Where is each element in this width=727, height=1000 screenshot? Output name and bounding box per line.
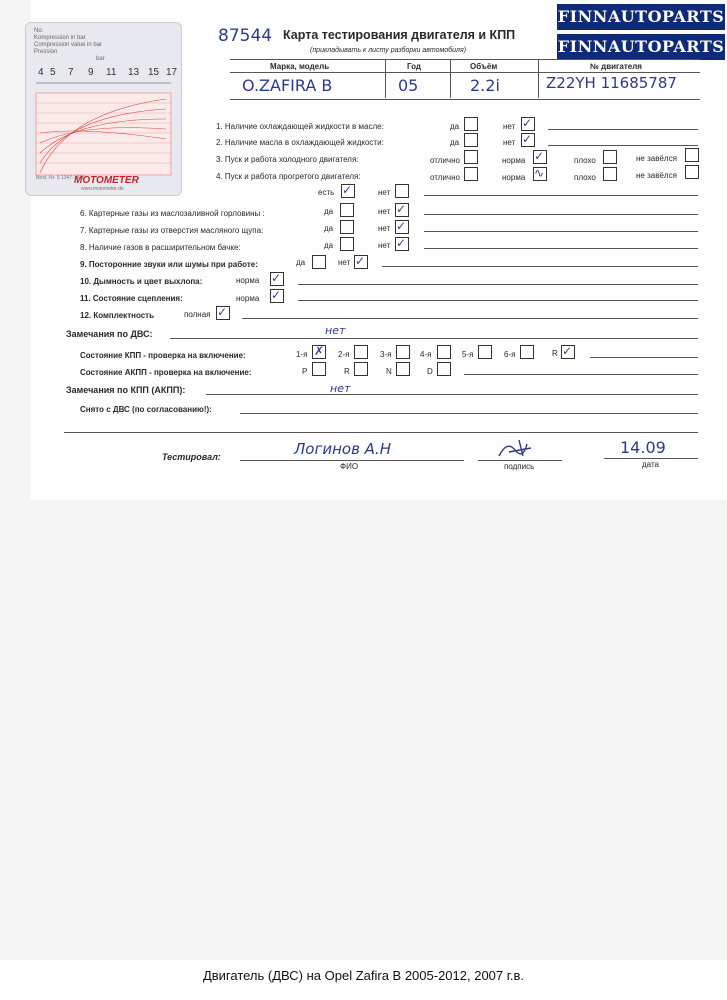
q7-label: 7. Картерные газы из отверстия масляного щупа: — [80, 226, 264, 235]
auto-gearbox-note-line — [464, 374, 698, 375]
auto-gear-n-checkbox[interactable] — [396, 362, 410, 376]
check-mark-icon: ✓ — [522, 116, 533, 130]
q4-opt3: плохо — [574, 173, 596, 182]
check-mark-icon: ✓ — [396, 219, 407, 233]
gauge-line: Compression value in bar — [34, 42, 103, 48]
gear-5-checkbox[interactable] — [478, 345, 492, 359]
gear-4-checkbox[interactable] — [437, 345, 451, 359]
check-mark-icon: ✓ — [396, 202, 407, 216]
q10-normal: норма — [236, 276, 260, 285]
q6-yes: да — [324, 207, 334, 216]
gearbox-note-line — [590, 357, 698, 358]
value-year: 05 — [398, 76, 419, 95]
q8-note-line — [424, 248, 698, 249]
q12-note-line — [242, 318, 698, 319]
scale-tick: 13 — [128, 67, 140, 78]
scale-tick: 5 — [50, 67, 56, 78]
q8-no: нет — [378, 241, 391, 250]
gear-3: 3-я — [380, 350, 392, 359]
compression-no-checkbox[interactable] — [395, 184, 409, 198]
q10-label: 10. Дымность и цвет выхлопа: — [80, 277, 203, 286]
q4-opt4: не завёлся — [636, 171, 677, 180]
q6-note-line — [424, 214, 698, 215]
label-volume: Объём — [470, 62, 498, 71]
auto-gear-r-checkbox[interactable] — [354, 362, 368, 376]
q7-yes-checkbox[interactable] — [340, 220, 354, 234]
q6-no: нет — [378, 207, 391, 216]
scale-tick: 11 — [106, 67, 117, 78]
check-mark-icon: ∿ — [534, 166, 545, 180]
scale-tick: 4 — [38, 67, 44, 78]
test-date: 14.09 — [620, 438, 666, 457]
q2-yes-checkbox[interactable] — [464, 133, 478, 147]
gearbox-label: Состояние КПП - проверка на включение: — [80, 351, 246, 360]
date-line — [604, 458, 698, 459]
q11-normal: норма — [236, 294, 260, 303]
q3-opt3: плохо — [574, 156, 596, 165]
check-mark-icon: ✓ — [355, 254, 366, 268]
removed-line — [240, 413, 698, 414]
auto-gear-d-checkbox[interactable] — [437, 362, 451, 376]
value-engine-no: Z22YH 11685787 — [546, 74, 677, 92]
scale-tick: 7 — [68, 67, 74, 78]
compression-no: нет — [378, 188, 391, 197]
fio-line — [240, 460, 464, 461]
gear-6: 6-я — [504, 350, 516, 359]
gear-3-checkbox[interactable] — [396, 345, 410, 359]
q3-opt1-checkbox[interactable] — [464, 150, 478, 164]
header-divider — [538, 60, 539, 98]
check-mark-icon: ✓ — [271, 288, 282, 302]
q3-opt1: отлично — [430, 156, 460, 165]
scale-tick: 15 — [148, 67, 160, 78]
auto-gear-p: P — [302, 367, 308, 376]
gauge-line: Kompression in bar — [34, 35, 86, 41]
sign-caption: подпись — [504, 462, 535, 471]
scale-tick: 9 — [88, 67, 94, 78]
gear-r: R — [552, 349, 558, 358]
header-divider — [385, 60, 386, 98]
gauge-line: bar — [96, 56, 105, 62]
gear-1: 1-я — [296, 350, 308, 359]
q1-no: нет — [503, 122, 516, 131]
q12-full: полная — [184, 310, 211, 319]
q3-opt4-checkbox[interactable] — [685, 148, 699, 162]
q9-note-line — [382, 266, 698, 267]
q1-label: 1. Наличие охлаждающей жидкости в масле: — [216, 122, 384, 131]
form-subtitle: (прикладывать к листу разборки автомобиля) — [310, 47, 467, 54]
check-mark-icon: ✓ — [396, 236, 407, 250]
remarks-engine-label: Замечания по ДВС: — [66, 329, 153, 339]
q2-yes: да — [450, 138, 460, 147]
q1-yes-checkbox[interactable] — [464, 117, 478, 131]
signature-icon — [495, 436, 539, 460]
cross-mark-icon: ✗ — [314, 344, 325, 358]
check-mark-icon: ✓ — [534, 149, 545, 163]
gauge-line: No. — [34, 28, 44, 34]
gauge-line: Pression — [34, 49, 58, 55]
gear-2-checkbox[interactable] — [354, 345, 368, 359]
label-year: Год — [407, 62, 421, 71]
remarks-engine-value: нет — [325, 324, 346, 337]
scale-tick: 17 — [166, 67, 178, 78]
form-code: 87544 — [218, 26, 273, 46]
q3-opt2: норма — [502, 156, 526, 165]
compression-gauge-card — [25, 22, 182, 196]
check-mark-icon: ✓ — [522, 132, 533, 146]
q3-opt4: не завёлся — [636, 154, 677, 163]
q9-label: 9. Посторонние звуки или шумы при работе: — [80, 260, 258, 269]
removed-label: Снято с ДВС (по согласованию!): — [80, 405, 212, 414]
date-caption: дата — [642, 460, 659, 469]
q2-label: 2. Наличие масла в охлаждающей жидкости: — [216, 138, 384, 147]
remarks-gearbox-label: Замечания по КПП (АКПП): — [66, 385, 186, 395]
page-caption: Двигатель (ДВС) на Opel Zafira B 2005-2012, 2007 г.в. — [202, 968, 525, 983]
q4-label: 4. Пуск и работа прогретого двигателя: — [216, 172, 361, 181]
q6-yes-checkbox[interactable] — [340, 203, 354, 217]
value-volume: 2.2i — [470, 76, 500, 95]
q1-note-line — [548, 129, 698, 130]
auto-gear-p-checkbox[interactable] — [312, 362, 326, 376]
header-top-line — [230, 59, 700, 60]
gear-5: 5-я — [462, 350, 474, 359]
q7-note-line — [424, 231, 698, 232]
q12-label: 12. Комплектность — [80, 311, 155, 320]
watermark-banner: FINNAUTOPARTS — [557, 4, 725, 30]
q9-no: нет — [338, 258, 351, 267]
tested-by-label: Тестировал: — [162, 452, 221, 462]
q9-yes-checkbox[interactable] — [312, 255, 326, 269]
remarks-gearbox-value: нет — [330, 382, 351, 395]
q11-note-line — [298, 300, 698, 301]
q4-opt4-checkbox[interactable] — [685, 165, 699, 179]
q11-label: 11. Состояние сцепления: — [80, 294, 183, 303]
tester-name: Логинов А.Н — [294, 440, 391, 458]
extra-line — [64, 432, 698, 433]
q7-yes: да — [324, 224, 334, 233]
q8-yes-checkbox[interactable] — [340, 237, 354, 251]
label-engine-no: № двигателя — [590, 62, 642, 71]
check-mark-icon: ✓ — [217, 305, 228, 319]
motometer-logo: MOTOMETER — [74, 175, 139, 186]
value-model: O.ZAFIRA B — [242, 76, 333, 95]
auto-gearbox-label: Состояние АКПП - проверка на включение: — [80, 368, 252, 377]
label-model: Марка, модель — [270, 62, 330, 71]
q4-opt2: норма — [502, 173, 526, 182]
remarks-engine-line — [170, 338, 698, 339]
q6-label: 6. Картерные газы из маслозаливной горловины : — [80, 209, 265, 218]
q3-opt3-checkbox[interactable] — [603, 150, 617, 164]
q8-yes: да — [324, 241, 334, 250]
q4-opt1-checkbox[interactable] — [464, 167, 478, 181]
gear-6-checkbox[interactable] — [520, 345, 534, 359]
fio-caption: ФИО — [340, 462, 359, 471]
gauge-site: www.motometer.de — [81, 186, 124, 192]
q4-opt1: отлично — [430, 173, 460, 182]
gear-2: 2-я — [338, 350, 350, 359]
q3-label: 3. Пуск и работа холодного двигателя: — [216, 155, 359, 164]
q4-opt3-checkbox[interactable] — [603, 167, 617, 181]
form-title: Карта тестирования двигателя и КПП — [283, 28, 516, 42]
q8-label: 8. Наличие газов в расширительном бачке: — [80, 243, 241, 252]
check-mark-icon: ✓ — [342, 183, 353, 197]
gauge-part-number: Best.-Nr. 5 1347-1608 — [36, 175, 85, 181]
compression-yes: есть — [318, 188, 335, 197]
q10-note-line — [298, 284, 698, 285]
check-mark-icon: ✓ — [271, 271, 282, 285]
auto-gear-d: D — [427, 367, 433, 376]
q1-yes: да — [450, 122, 460, 131]
q2-no: нет — [503, 138, 516, 147]
auto-gear-n: N — [386, 367, 392, 376]
check-mark-icon: ✓ — [562, 344, 573, 358]
watermark-banner: FINNAUTOPARTS — [557, 34, 725, 60]
remarks-gearbox-line — [206, 394, 698, 395]
q2-note-line — [548, 145, 698, 146]
sign-line — [478, 460, 562, 461]
compression-note-line — [424, 195, 698, 196]
auto-gear-r: R — [344, 367, 350, 376]
gear-4: 4-я — [420, 350, 432, 359]
header-divider — [450, 60, 451, 98]
q9-yes: да — [296, 258, 306, 267]
q7-no: нет — [378, 224, 391, 233]
